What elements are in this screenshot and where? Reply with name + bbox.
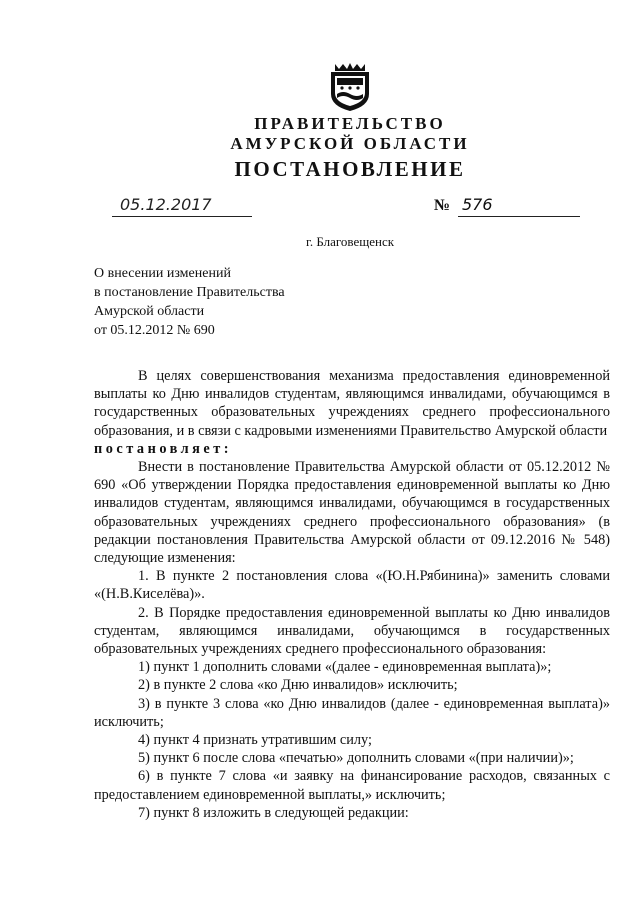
subject-line: от 05.12.2012 № 690 [94,323,215,338]
document-body [94,367,610,822]
list-item: 7) пункт 8 изложить в следующей редакции: [138,804,409,821]
subject-line: в постановление Правительства [94,285,285,300]
subject-line: О внесении изменений [94,266,231,281]
list-item: 1) пункт 1 дополнить словами «(далее - единовременная выплата)»; [138,659,552,676]
city-line: г. Благовещенск [305,234,395,249]
document-number-label: № [434,197,451,214]
list-item: 4) пункт 4 признать утратившим силу; [138,732,372,749]
document-number: 576 [458,195,580,217]
document-date: 05.12.2017 [112,195,252,217]
body-paragraph: Внести в постановление Правительства Амурской области от 05.12.2012 № 690 «Об утверждении Порядка предоставления единовременной выплаты ко Дню инвалидов студентам, являющимся инвалидами, обучающимся в государственных образовательных учреждениях среднего профессионального образования» (в редакции постановления Правительства Амурской области от 09.12.2016 № 548) следующие изменения: [94,459,610,567]
subject-block [94,264,285,340]
resolves-heading: постановляет: [94,440,233,457]
subject-line: Амурской области [94,304,205,319]
preamble-paragraph: В целях совершенствования механизма предоставления единовременной выплаты ко Дню инвалидов студентам, являющимся инвалидами, обучающимся в государственных образовательных учреждениях среднего профессионального образования, и в связи с кадровыми изменениями Правительство Амурской области [94,368,610,439]
list-item: 6) в пункте 7 слова «и заявку на финансирование расходов, связанных с предоставлением единовременной выплаты,» исключить; [94,768,610,803]
document-type-title: ПОСТАНОВЛЕНИЕ [234,157,466,181]
body-paragraph: 1. В пункте 2 постановления слова «(Ю.Н.Рябинина)» заменить словами «(Н.В.Киселёва)». [94,568,610,603]
list-item: 2) в пункте 2 слова «ко Дню инвалидов» исключить; [138,677,458,694]
list-item: 3) в пункте 3 слова «ко Дню инвалидов (далее - единовременная выплата)» исключить; [94,695,610,730]
government-title: ПРАВИТЕЛЬСТВО [254,114,446,133]
body-paragraph: 2. В Порядке предоставления единовременной выплаты ко Дню инвалидов студентам, являющимся инвалидами, обучающимся в государственных образовательных учреждениях среднего профессионального образования: [94,604,610,658]
region-title: АМУРСКОЙ ОБЛАСТИ [230,134,470,153]
list-item: 5) пункт 6 после слова «печатью» дополнить словами «(при наличии)»; [138,750,574,767]
coat-of-arms-icon [325,60,375,112]
